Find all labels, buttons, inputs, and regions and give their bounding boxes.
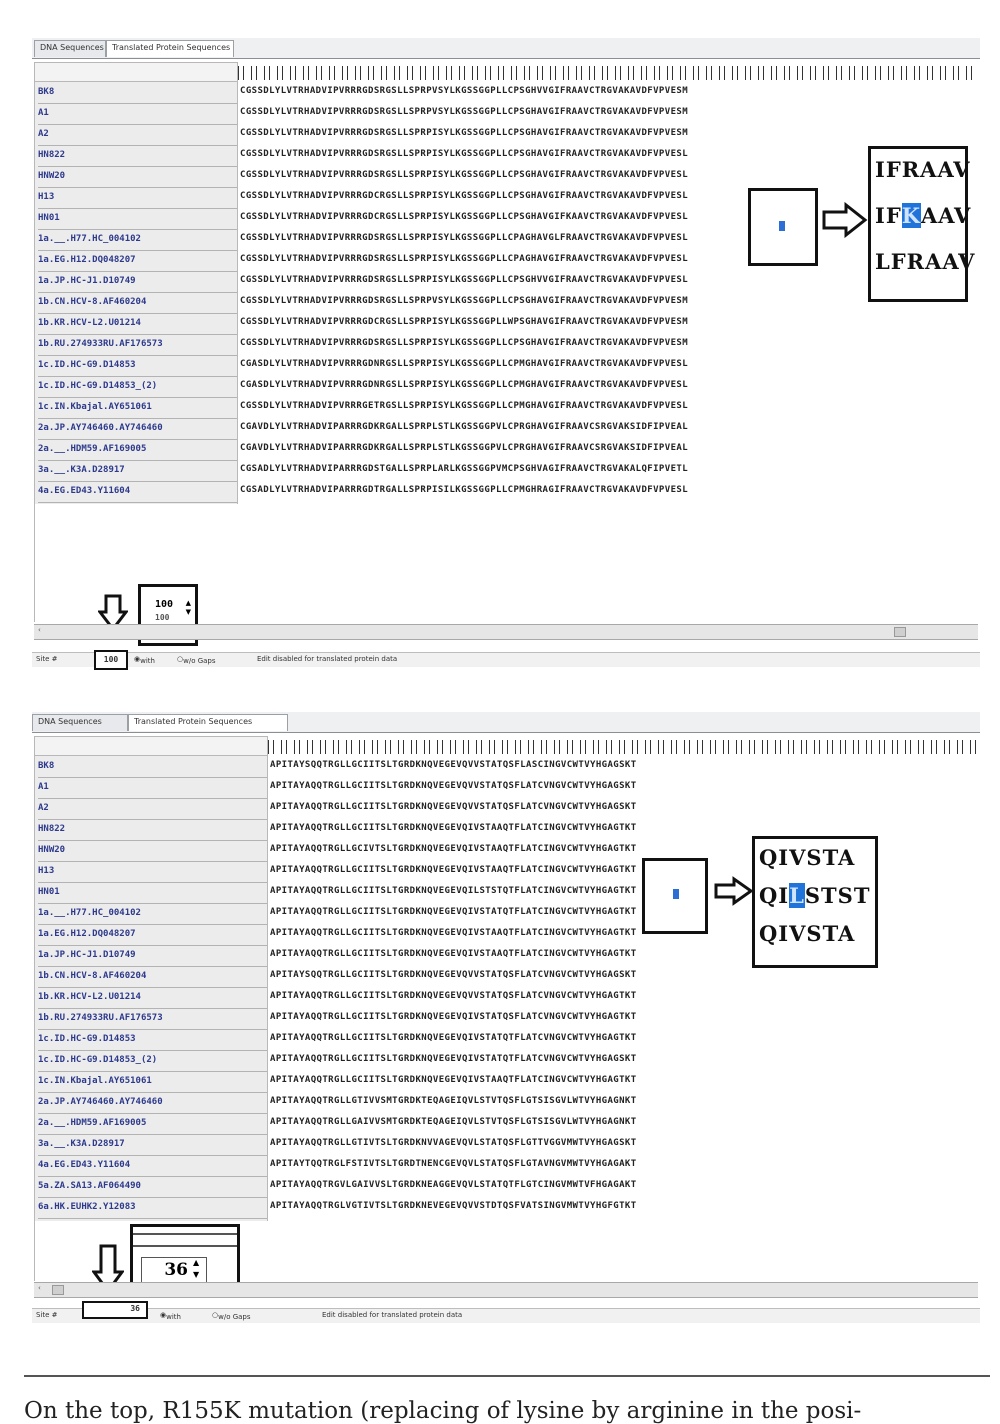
mutation-site-box: [748, 188, 818, 266]
sequence-row[interactable]: APITAYAQQTRGLLGCIITSLTGRDKNQVEGEVQVVSTATQSFLATCVNGVCWTVYHGAGSKT: [270, 781, 637, 791]
sequence-name[interactable]: HNW20: [38, 166, 237, 188]
sequence-name-column: [34, 736, 268, 1222]
sequence-name[interactable]: A1: [38, 777, 267, 799]
sequence-row[interactable]: APITAYAQQTRGLLGCIITSLTGRDKNQVEGEVQIVSTAAQTFLATCINGVCWTVYHGAGTKT: [270, 865, 637, 875]
spin-header-bar: [133, 1233, 237, 1247]
sequence-row[interactable]: APITAYAQQTRGLLGCIITSLTGRDKNQVEGEVQIVSTATQTFLATCVNGVCWTVYHGAGTKT: [270, 1033, 637, 1043]
sequence-name[interactable]: 3a.__.K3A.D28917: [38, 460, 237, 482]
sequence-name[interactable]: A1: [38, 103, 237, 125]
alignment-panel-bottom: [32, 712, 980, 1322]
sequence-row[interactable]: CGSSDLYLVTRHADVIPVRRRGDCRGSLLSPRPISYLKGSSGGPLLWPSGHAVGIFRAAVCTRGVAKAVDFVPVESM: [240, 317, 689, 327]
sequence-name[interactable]: 1b.KR.HCV-L2.U01214: [38, 313, 237, 335]
scrollbar-thumb[interactable]: [52, 1285, 64, 1295]
tab-bar: [32, 712, 980, 733]
sequence-name[interactable]: 2a.__.HDM59.AF169005: [38, 1113, 267, 1135]
sequence-row[interactable]: CGSSDLYLVTRHADVIPVRRRGDCRGSLLSPRPISYLKGSSGGPLLCPSGHAVGIFKAAVCTRGVAKAVDFVPVESL: [240, 212, 689, 222]
sequence-row[interactable]: APITAYSQQTRGLLGCIITSLTGRDKNQVEGEVQVVSTATQSFLATCVNGVCWTVYHGAGSKT: [270, 970, 637, 980]
figure-caption: On the top, R155K mutation (replacing of lysine by arginine in the posi-: [24, 1398, 862, 1424]
sequence-row[interactable]: CGSSDLYLVTRHADVIPVRRRGDSRGSLLSPRPISYLKGSSGGPLLCPAGHAVGIFRAAVCTRGVAKAVDFVPVESL: [240, 254, 689, 264]
sequence-row[interactable]: APITAYAQQTRGLLGTIVTSLTGRDKNVVAGEVQVLSTATQSFLGTTVGGVMWTVYHGAGSKT: [270, 1138, 637, 1148]
tab-dna-sequences[interactable]: DNA Sequences: [34, 40, 106, 57]
sequence-row[interactable]: CGSSDLYLVTRHADVIPVRRRGDSRGSLLSPRPISYLKGSSGGPLLCPSGHAVGIFRAAVCTRGVAKAVDFVPVESL: [240, 170, 689, 180]
sequence-name[interactable]: 2a.JP.AY746460.AY746460: [38, 1092, 267, 1114]
sequence-row[interactable]: APITAYAQQTRGLLGCIITSLTGRDKNQVEGEVQIVSTAAQTFLATCINGVCWTVYHGAGTKT: [270, 949, 637, 959]
sequence-name[interactable]: 3a.__.K3A.D28917: [38, 1134, 267, 1156]
sequence-row[interactable]: CGSSDLYLVTRHADVIPVRRRGDSRGSLLSPRPISYLKGSSGGPLLCPAGHAVGLFRAAVCTRGVAKAVDFVPVESL: [240, 233, 689, 243]
sequence-name[interactable]: BK8: [38, 82, 237, 104]
sequence-row[interactable]: CGASDLYLVTRHADVIPVRRRGDNRGSLLSPRPISYLKGSSGGPLLCPMGHAVGIFRAAVCTRGVAKAVDFVPVESL: [240, 359, 689, 369]
with-gaps-radio[interactable]: ◉ with: [160, 1311, 181, 1321]
sequence-name-column: [34, 62, 238, 505]
horizontal-scrollbar[interactable]: [34, 624, 978, 640]
right-arrow-icon: [714, 876, 754, 906]
sequence-row[interactable]: APITAYAQQTRGLLGCIITSLTGRDKNQVEGEVQIVSTAAQTFLATCINGVCWTVYHGAGTKT: [270, 928, 637, 938]
sequence-row[interactable]: APITAYAQQTRGLLGCIITSLTGRDKNQVEGEVQIVSTATQTFLATCVNGVCWTVYHGAGSKT: [270, 1054, 637, 1064]
without-gaps-radio[interactable]: ○ w/o Gaps: [212, 1311, 251, 1321]
sequence-name[interactable]: 1c.IN.Kbajal.AY651061: [38, 397, 237, 419]
tab-bar: [32, 38, 980, 59]
sequence-row[interactable]: CGSSDLYLVTRHADVIPVRRRGDSRGSLLSPRPISYLKGSSGGPLLCPSGHAVGIFRAAVCTRGVAKAVDFVPVESM: [240, 128, 689, 138]
sequence-name[interactable]: HN822: [38, 145, 237, 167]
sequence-name[interactable]: 1c.IN.Kbajal.AY651061: [38, 1071, 267, 1093]
site-number-field[interactable]: 36: [82, 1301, 148, 1319]
sequence-row[interactable]: APITAYAQQTRGLLGCIITSLTGRDKNQVEGEVQIVSTATQTFLATCINGVCWTVYHGAGTKT: [270, 907, 637, 917]
sequence-name[interactable]: HNW20: [38, 840, 267, 862]
sequence-name[interactable]: BK8: [38, 756, 267, 778]
edit-status-text: Edit disabled for translated protein data: [257, 655, 398, 663]
status-bar: [32, 1304, 980, 1323]
sequence-row[interactable]: APITAYAQQTRGLLGCIITSLTGRDKNQVEGEVQVVSTATQSFLATCVNGVCWTVYHGAGSKT: [270, 802, 637, 812]
callout-residue-line: QILSTST: [759, 883, 871, 908]
name-column-header: [35, 737, 267, 756]
position-ruler: [268, 740, 978, 754]
sequence-row[interactable]: CGASDLYLVTRHADVIPVRRRGDNRGSLLSPRPISYLKGSSGGPLLCPMGHAVGIFRAAVCTRGVAKAVDFVPVESL: [240, 380, 689, 390]
mutated-residue-highlight: K: [901, 203, 921, 228]
site-label: Site #: [36, 655, 58, 663]
mutation-site-highlight: [779, 221, 785, 231]
mutated-residue-highlight: L: [789, 883, 805, 908]
sequence-name[interactable]: 1a.JP.HC-J1.D10749: [38, 945, 267, 967]
callout-residue-line: QIVSTA: [759, 845, 856, 870]
sequence-row[interactable]: APITAYAQQTRGLLGCIITSLTGRDKNQVEGEVQILSTSTQTFLATCINGVCWTVYHGAGTKT: [270, 886, 637, 896]
sequence-name[interactable]: 1c.ID.HC-G9.D14853: [38, 355, 237, 377]
position-ruler: [238, 66, 978, 80]
sequence-name[interactable]: 4a.EG.ED43.Y11604: [38, 481, 237, 503]
sequence-row[interactable]: CGSSDLYLVTRHADVIPVRRRGDSRGSLLSPRPISYLKGSSGGPLLCPSGHVVGIFRAAVCTRGVAKAVDFVPVESL: [240, 275, 689, 285]
callout-residue-line: LFRAAV: [875, 249, 976, 274]
sequence-row[interactable]: APITAYAQQTRGLLGCIITSLTGRDKNQVEGEVQIVSTATQSFLATCVNGVCWTVYHGAGTKT: [270, 1012, 637, 1022]
with-gaps-radio[interactable]: ◉ with: [134, 655, 155, 665]
sequence-row[interactable]: APITAYAQQTRGVLGAIVVSLTGRDKNEAGGEVQVLSTATQTFLGTCINGVMWTVFHGAGAKT: [270, 1180, 637, 1190]
sequence-name[interactable]: 5a.ZA.SA13.AF064490: [38, 1176, 267, 1198]
sequence-name[interactable]: 1b.CN.HCV-8.AF460204: [38, 292, 237, 314]
sequence-row[interactable]: APITAYAQQTRGLLGCIITSLTGRDKNQVEGEVQIVSTAAQTFLATCINGVCWTVYHGAGTKT: [270, 823, 637, 833]
sequence-name[interactable]: 1c.ID.HC-G9.D14853_(2): [38, 1050, 267, 1072]
mutation-zoom-callout: [752, 836, 878, 968]
tab-translated-protein-sequences[interactable]: Translated Protein Sequences: [106, 40, 234, 57]
sequence-row[interactable]: CGSADLYLVTRHADVIPARRRGDTRGALLSPRPISILKGSSGGPLLCPMGHRAGIFRAAVCTRGVAKAVDFVPVESL: [240, 485, 689, 495]
sequence-name[interactable]: 4a.EG.ED43.Y11604: [38, 1155, 267, 1177]
sequence-grid[interactable]: [268, 736, 980, 1220]
sequence-name[interactable]: 2a.JP.AY746460.AY746460: [38, 418, 237, 440]
spin-value[interactable]: 36: [141, 1257, 207, 1283]
status-bar: [32, 652, 980, 667]
sequence-name[interactable]: H13: [38, 187, 237, 209]
sequence-row[interactable]: CGSSDLYLVTRHADVIPVRRRGDSRGSLLSPRPISYLKGSSGGPLLCPSGHAVGIFRAAVCTRGVAKAVDFVPVESM: [240, 338, 689, 348]
sequence-row[interactable]: APITAYSQQTRGLLGCIITSLTGRDKNQVEGEVQVVSTATQSFLASCINGVCWTVYHGAGSKT: [270, 760, 637, 770]
spin-arrows-icon[interactable]: ▲ ▼: [185, 599, 191, 616]
sequence-name[interactable]: 1b.KR.HCV-L2.U01214: [38, 987, 267, 1009]
sequence-row[interactable]: CGSSDLYLVTRHADVIPVRRRGDCRGSLLSPRPISYLKGSSGGPLLCPSGHAVGIFRAAVCTRGVAKAVDFVPVESL: [240, 191, 689, 201]
sequence-name[interactable]: 1b.RU.274933RU.AF176573: [38, 334, 237, 356]
right-arrow-icon: [822, 202, 868, 238]
sequence-row[interactable]: CGSSDLYLVTRHADVIPVRRRGDSRGSLLSPRPVSYLKGSSGGPLLCPSGHAVGIFRAAVCTRGVAKAVDFVPVESM: [240, 296, 689, 306]
callout-residue-line: IFRAAV: [875, 157, 971, 182]
sequence-row[interactable]: APITAYAQQTRGLLGTIVVSMTGRDKTEQAGEIQVLSTVTQSFLGTSISGVLWTVYHGAGNKT: [270, 1096, 637, 1106]
spin-value-secondary: 100: [155, 613, 170, 622]
mutation-zoom-callout: [868, 146, 976, 302]
sequence-name[interactable]: 6a.HK.EUHK2.Y12083: [38, 1197, 267, 1219]
sequence-name[interactable]: A2: [38, 798, 267, 820]
sequence-name[interactable]: 1a.EG.H12.DQ048207: [38, 924, 267, 946]
sequence-name[interactable]: A2: [38, 124, 237, 146]
sequence-name[interactable]: 1a.JP.HC-J1.D10749: [38, 271, 237, 293]
alignment-panel-top: [32, 38, 980, 668]
name-column-header: [35, 63, 237, 82]
edit-status-text: Edit disabled for translated protein data: [322, 1311, 463, 1319]
site-label: Site #: [36, 1311, 58, 1319]
sequence-row[interactable]: CGSSDLYLVTRHADVIPVRRRGDSRGSLLSPRPVSYLKGSSGGPLLCPSGHAVGIFRAAVCTRGVAKAVDFVPVESM: [240, 107, 689, 117]
sequence-row[interactable]: CGSADLYLVTRHADVIPARRRGDSTGALLSPRPLARLKGSSGGPVMCPSGHVAGIFRAAVCTRGVAKALQFIPVETL: [240, 464, 689, 474]
sequence-name[interactable]: 1c.ID.HC-G9.D14853: [38, 1029, 267, 1051]
scroll-left-arrow-icon[interactable]: ‹: [38, 1284, 41, 1292]
site-number-field[interactable]: 100: [94, 650, 128, 670]
sequence-name[interactable]: 1a.__.H77.HC_004102: [38, 903, 267, 925]
sequence-row[interactable]: APITAYAQQTRGLLGAIVVSMTGRDKTEQAGEIQVLSTVTQSFLGTSISGVLWTVYHGAGNKT: [270, 1117, 637, 1127]
caption-divider: [24, 1375, 990, 1377]
without-gaps-radio[interactable]: ○ w/o Gaps: [177, 655, 216, 665]
sequence-name[interactable]: 1b.RU.274933RU.AF176573: [38, 1008, 267, 1030]
scrollbar-thumb[interactable]: [894, 627, 906, 637]
tab-dna-sequences[interactable]: DNA Sequences: [32, 714, 128, 731]
sequence-name[interactable]: 2a.__.HDM59.AF169005: [38, 439, 237, 461]
sequence-name[interactable]: 1a.__.H77.HC_004102: [38, 229, 237, 251]
sequence-row[interactable]: APITAYAQQTRGLVGTIVTSLTGRDKNEVEGEVQVVSTDTQSFVATSINGVMWTVYHGFGTKT: [270, 1201, 637, 1211]
callout-residue-line: IFKAAV: [875, 203, 972, 228]
sequence-row[interactable]: CGSSDLYLVTRHADVIPVRRRGETRGSLLSPRPISYLKGSSGGPLLCPMGHAVGIFRAAVCTRGVAKAVDFVPVESL: [240, 401, 689, 411]
sequence-name[interactable]: 1c.ID.HC-G9.D14853_(2): [38, 376, 237, 398]
callout-residue-line: QIVSTA: [759, 921, 856, 946]
spin-arrows-icon[interactable]: ▲ ▼: [193, 1258, 200, 1279]
mutation-site-box: [642, 858, 708, 934]
sequence-name[interactable]: H13: [38, 861, 267, 883]
mutation-site-highlight: [673, 889, 679, 899]
sequence-row[interactable]: APITAYAQQTRGLLGCIITSLTGRDKNQVEGEVQVVSTATQSFLATCVNGVCWTVYHGAGTKT: [270, 991, 637, 1001]
sequence-row[interactable]: APITAYAQQTRGLLGCIITSLTGRDKNQVEGEVQIVSTAAQTFLATCINGVCWTVYHGAGTKT: [270, 1075, 637, 1085]
sequence-row[interactable]: CGAVDLYLVTRHADVIPARRRGDKRGALLSPRPLSTLKGSSGGPVLCPRGHAVGIFRAAVCSRGVAKSIDFIPVEAL: [240, 443, 689, 453]
scroll-left-arrow-icon[interactable]: ‹: [38, 626, 41, 634]
horizontal-scrollbar[interactable]: [34, 1282, 978, 1298]
sequence-row[interactable]: CGSSDLYLVTRHADVIPVRRRGDSRGSLLSPRPISYLKGSSGGPLLCPSGHAVGIFRAAVCTRGVAKAVDFVPVESL: [240, 149, 689, 159]
sequence-row[interactable]: APITAYAQQTRGLLGCIVTSLTGRDKNQVEGEVQIVSTAAQTFLATCINGVCWTVYHGAGTKT: [270, 844, 637, 854]
spin-value: 100: [155, 599, 174, 610]
sequence-row[interactable]: CGAVDLYLVTRHADVIPARRRGDKRGALLSPRPLSTLKGSSGGPVLCPRGHAVGIFRAAVCSRGVAKSIDFIPVEAL: [240, 422, 689, 432]
sequence-name[interactable]: HN01: [38, 208, 237, 230]
sequence-name[interactable]: 1b.CN.HCV-8.AF460204: [38, 966, 267, 988]
sequence-row[interactable]: CGSSDLYLVTRHADVIPVRRRGDSRGSLLSPRPVSYLKGSSGGPLLCPSGHVVGIFRAAVCTRGVAKAVDFVPVESM: [240, 86, 689, 96]
sequence-row[interactable]: APITAYTQQTRGLFSTIVTSLTGRDTNENCGEVQVLSTATQSFLGTAVNGVMWTVYHGAGAKT: [270, 1159, 637, 1169]
sequence-name[interactable]: 1a.EG.H12.DQ048207: [38, 250, 237, 272]
tab-translated-protein-sequences[interactable]: Translated Protein Sequences: [128, 714, 288, 731]
sequence-name[interactable]: HN822: [38, 819, 267, 841]
sequence-name[interactable]: HN01: [38, 882, 267, 904]
